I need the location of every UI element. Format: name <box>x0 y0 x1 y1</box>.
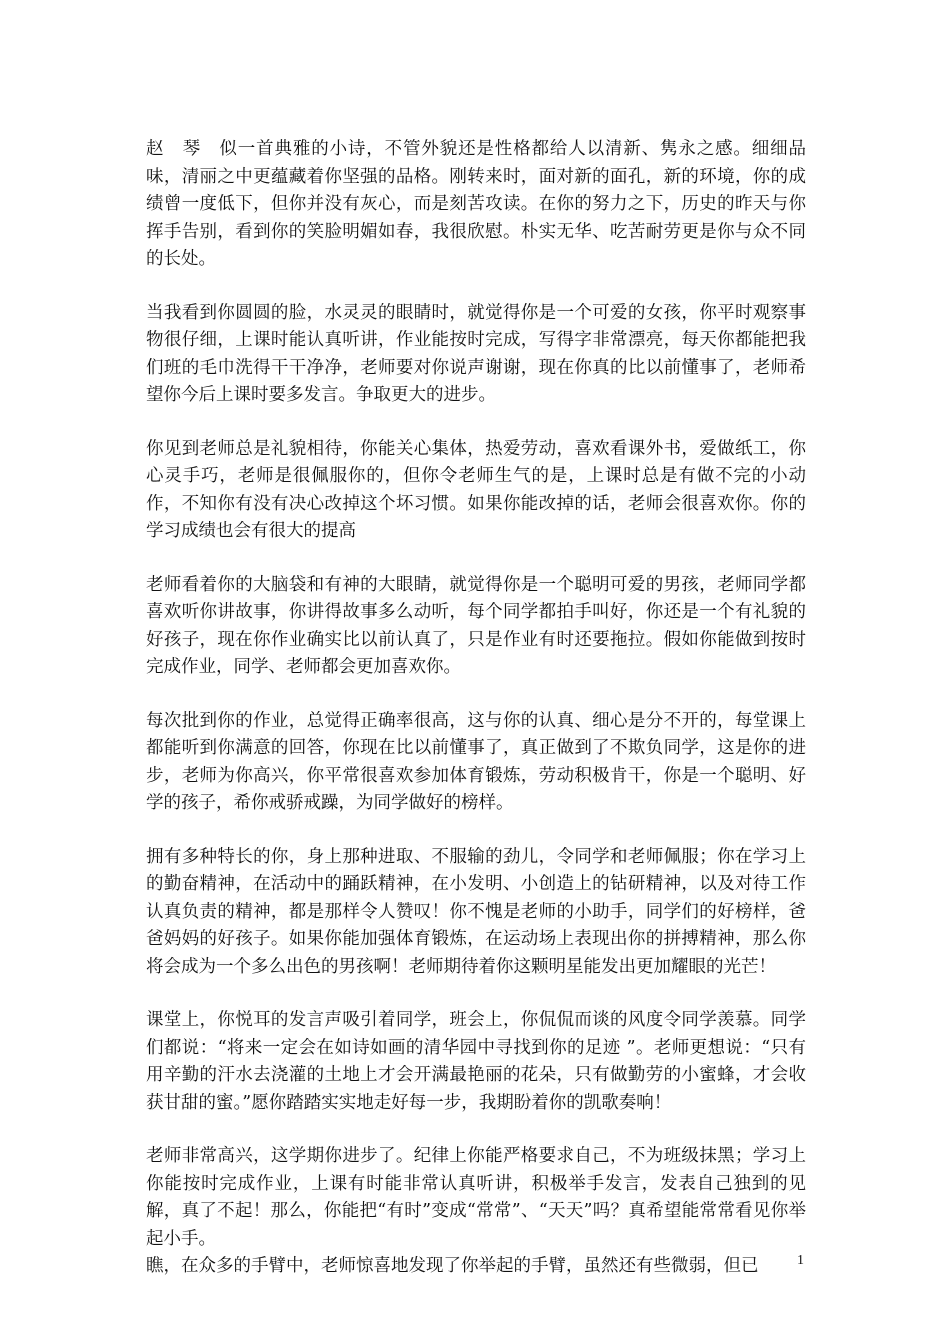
comment-paragraph-9: 瞧，在众多的手臂中，老师惊喜地发现了你举起的手臂，虽然还有些微弱，但已 <box>146 1256 759 1276</box>
comment-paragraph-4: 老师看着你的大脑袋和有神的大眼睛，就觉得你是一个聪明可爱的男孩，老师同学都喜欢听你讲故事，你讲得故事多么动听，每个同学都拍手叫好，你还是一个有礼貌的好孩子，现在你作业确实比以前认真了，只是作业有时还要拖拉。假如你能做到按时完成作业，同学、老师都会更加喜欢你。 <box>146 574 806 677</box>
comment-paragraph-2: 当我看到你圆圆的脸，水灵灵的眼睛时，就觉得你是一个可爱的女孩，你平时观察事物很仔细，上课时能认真听讲，作业能按时完成，写得字非常漂亮，每天你都能把我们班的毛巾洗得干干净净，老师要对你说声谢谢，现在你真的比以前懂事了，老师希望你今后上课时要多发言。争取更大的进步。 <box>146 302 806 405</box>
comment-paragraph-8: 老师非常高兴，这学期你进步了。纪律上你能严格要求自己，不为班级抹黑；学习上你能按时完成作业，上课有时能非常认真听讲，积极举手发言，发表自己独到的见解，真了不起！那么，你能把“有时”变成“常常”、“天天”吗？真希望能常常看见你举起小手。 <box>146 1146 806 1249</box>
comment-paragraph-7: 课堂上，你悦耳的发言声吸引着同学，班会上，你侃侃而谈的风度令同学羡慕。同学们都说：“将来一定会在如诗如画的清华园中寻找到你的足迹 ”。老师更想说：“只有用辛勤的汗水去浇灌的土地上才会开满最艳丽的花朵，只有做勤劳的小蜜蜂，才会收获甘甜的蜜。”愿你踏踏实实地走好每一步，我期盼着你的凯歌奏响！ <box>146 1010 806 1113</box>
comment-paragraph-1: 赵 琴 似一首典雅的小诗，不管外貌还是性格都给人以清新、隽永之感。细细品味，清丽之中更蕴藏着你坚强的品格。刚转来时，面对新的面孔，新的环境，你的成绩曾一度低下，但你并没有灰心，而是刻苦攻读。在你的努力之下，历史的昨天与你挥手告别，看到你的笑脸明媚如春，我很欣慰。朴实无华、吃苦耐劳更是你与众不同的长处。 <box>146 139 806 269</box>
comment-paragraph-5: 每次批到你的作业，总觉得正确率很高，这与你的认真、细心是分不开的，每堂课上都能听到你满意的回答，你现在比以前懂事了，真正做到了不欺负同学，这是你的进步，老师为你高兴，你平常很喜欢参加体育锻炼，劳动积极肯干，你是一个聪明、好学的孩子，希你戒骄戒躁，为同学做好的榜样。 <box>146 710 806 813</box>
document-body <box>146 136 806 1281</box>
comment-paragraph-6: 拥有多种特长的你，身上那种进取、不服输的劲儿，令同学和老师佩服；你在学习上的勤奋精神，在活动中的踊跃精神，在小发明、小创造上的钻研精神，以及对待工作认真负责的精神，都是那样令人赞叹！你不愧是老师的小助手，同学们的好榜样，爸爸妈妈的好孩子。如果你能加强体育锻炼，在运动场上表现出你的拼搏精神，那么你将会成为一个多么出色的男孩啊！老师期待着你这颗明星能发出更加耀眼的光芒！ <box>146 846 806 977</box>
comment-paragraph-3: 你见到老师总是礼貌相待，你能关心集体，热爱劳动，喜欢看课外书，爱做纸工，你心灵手巧，老师是很佩服你的，但你令老师生气的是，上课时总是有做不完的小动作，不知你有没有决心改掉这个坏习惯。如果你能改掉的话，老师会很喜欢你。你的学习成绩也会有很大的提高 <box>146 438 806 541</box>
page-number: 1 <box>797 1253 804 1268</box>
